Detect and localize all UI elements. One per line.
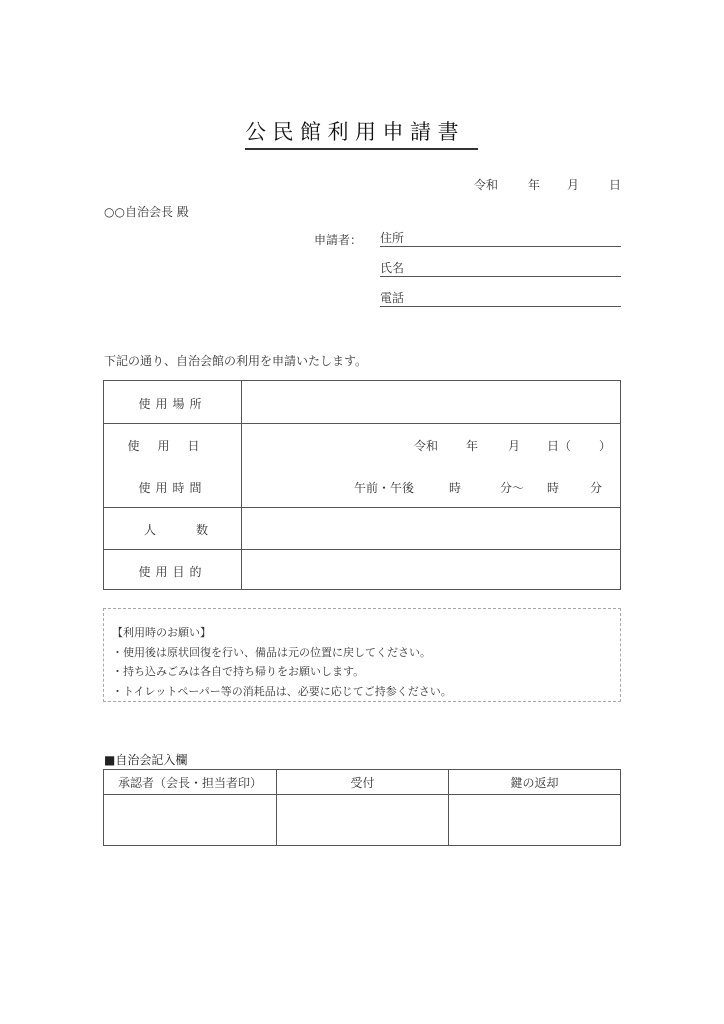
notice-item: ・使用後は原状回復を行い、備品は元の位置に戻してください。: [112, 645, 431, 659]
date-year-label: 年: [528, 178, 541, 192]
key-return-cell[interactable]: [449, 795, 620, 845]
label-headcount: 人数: [144, 523, 249, 537]
phone-field[interactable]: 電話: [380, 291, 621, 307]
usage-date-era: 令和: [414, 439, 439, 453]
submission-date: [470, 176, 622, 194]
column-key-return: 鍵の返却: [510, 776, 559, 790]
name-field[interactable]: 氏名: [380, 261, 621, 277]
usage-table: [103, 380, 621, 590]
date-month-label: 月: [567, 178, 580, 192]
usage-place-input[interactable]: [242, 382, 620, 423]
usage-date-close: ）: [599, 439, 612, 453]
usage-time-minute-start: 分～: [500, 481, 525, 495]
usage-time-hour-start: 時: [449, 481, 462, 495]
usage-time-ampm[interactable]: 午前・午後: [354, 481, 415, 495]
headcount-input[interactable]: [242, 508, 620, 549]
office-section-heading: ■自治会記入欄: [104, 753, 188, 767]
table-divider: [104, 423, 620, 424]
column-reception: 受付: [350, 776, 375, 790]
label-usage-place: 使用場所: [138, 397, 207, 411]
approver-stamp-cell[interactable]: [104, 795, 276, 845]
reception-cell[interactable]: [277, 795, 448, 845]
applicant-label: 申請者：: [314, 233, 363, 247]
date-era: 令和: [474, 178, 499, 192]
notice-item: ・トイレットペーパー等の消耗品は、必要に応じてご持参ください。: [112, 684, 452, 698]
label-usage-date: 使用日: [127, 439, 218, 453]
usage-date-month: 月: [508, 439, 521, 453]
column-approver: 承認者（会長・担当者印）: [117, 776, 262, 790]
usage-time-hour-end: 時: [547, 481, 560, 495]
address-field[interactable]: 住所: [380, 231, 621, 247]
date-day-label: 日: [609, 178, 622, 192]
notice-heading: 【利用時のお願い】: [112, 626, 211, 639]
label-purpose: 使用目的: [138, 565, 207, 579]
usage-date-year: 年: [466, 439, 479, 453]
usage-date-day: 日（: [547, 439, 572, 453]
usage-time-minute-end: 分: [590, 481, 603, 495]
intro-text: 下記の通り、自治会館の利用を申請いたします。: [104, 354, 368, 368]
usage-notice: [103, 608, 621, 702]
notice-item: ・持ち込みごみは各自で持ち帰りをお願いします。: [112, 665, 365, 678]
addressee: ○○自治会長 殿: [104, 205, 189, 219]
label-usage-time: 使用時間: [138, 481, 207, 495]
page-title: 公民館利用申請書: [245, 118, 478, 150]
office-use-table: [103, 769, 621, 846]
purpose-input[interactable]: [242, 550, 620, 589]
